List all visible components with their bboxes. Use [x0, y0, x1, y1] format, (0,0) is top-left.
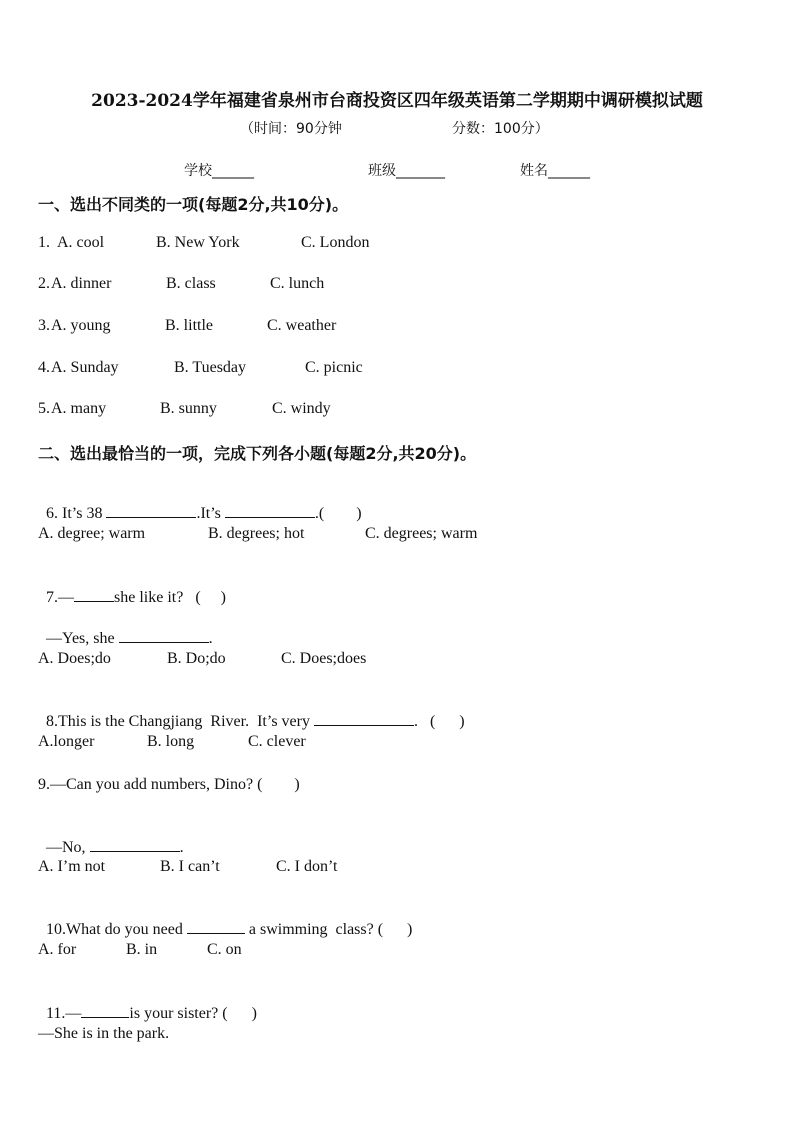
option-c: C. on — [207, 941, 242, 958]
question-number: 4. — [38, 359, 50, 376]
option-c: C. weather — [267, 317, 337, 334]
answer-blank[interactable] — [81, 1003, 129, 1018]
question-8-stem — [38, 691, 465, 732]
question-7-reply — [38, 608, 213, 649]
answer-blank[interactable] — [225, 503, 315, 518]
question-11-reply: —She is in the park. — [38, 1025, 170, 1042]
question-number: 2. — [38, 275, 50, 292]
stem-text: 8.This is the Changjiang River. It’s very — [46, 713, 314, 730]
reply-text: —Yes, she — [46, 630, 119, 647]
stem-text: 11.— — [46, 1005, 82, 1022]
question-9-stem: 9.—Can you add numbers, Dino? ( ) — [38, 776, 300, 793]
stem-text: .( ) — [314, 505, 362, 522]
option-c: C. Does;does — [281, 650, 367, 667]
answer-blank[interactable] — [106, 503, 196, 518]
option-b: B. class — [166, 275, 216, 292]
section-2-heading: 二、选出最恰当的一项，完成下列各小题(每题2分,共20分)。 — [38, 444, 477, 463]
stem-text: 7.— — [46, 589, 74, 606]
question-10-stem — [38, 899, 412, 940]
option-b: B. Do;do — [167, 650, 226, 667]
option-c: C. windy — [272, 400, 331, 417]
question-number: 5. — [38, 400, 50, 417]
option-b: B. New York — [156, 234, 240, 251]
question-number: 1. — [38, 234, 54, 251]
option-a: A. young — [51, 317, 111, 334]
option-c: C. picnic — [305, 359, 363, 376]
option-c: C. degrees; warm — [365, 525, 478, 542]
option-b: B. Tuesday — [174, 359, 247, 376]
name-field: 姓名______ — [520, 163, 590, 179]
section-1-heading: 一、选出不同类的一项(每题2分,共10分)。 — [38, 195, 349, 214]
page-title: 2023-2024学年福建省泉州市台商投资区四年级英语第二学期期中调研模拟试题 — [91, 91, 703, 111]
stem-text: 10.What do you need — [46, 921, 187, 938]
answer-blank[interactable] — [90, 837, 180, 852]
question-9-reply — [38, 817, 184, 858]
class-field: 班级_______ — [368, 163, 445, 179]
stem-text: . ( ) — [413, 713, 465, 730]
stem-text: a swimming class? ( ) — [244, 921, 413, 938]
exam-time: （时间：90分钟 — [240, 121, 342, 137]
question-number: 3. — [38, 317, 50, 334]
option-a: A. degree; warm — [38, 525, 146, 542]
answer-blank[interactable] — [314, 711, 414, 726]
option-c: C. I don’t — [276, 858, 338, 875]
question-6-stem — [38, 483, 362, 524]
option-a: A. for — [38, 941, 77, 958]
option-a: A. Does;do — [38, 650, 111, 667]
option-c: C. lunch — [270, 275, 325, 292]
reply-text: . — [179, 839, 184, 856]
option-a: A. dinner — [51, 275, 112, 292]
stem-text: she like it? ( ) — [114, 589, 226, 606]
option-a: A. many — [51, 400, 107, 417]
option-c: C. London — [301, 234, 370, 251]
stem-text: 6. It’s 38 — [46, 505, 107, 522]
question-7-stem — [38, 567, 226, 608]
exam-score: 分数：100分） — [452, 121, 549, 137]
school-field: 学校______ — [184, 163, 254, 179]
option-b: B. little — [165, 317, 213, 334]
option-b: B. sunny — [160, 400, 217, 417]
stem-text: .It’s — [196, 505, 225, 522]
answer-blank[interactable] — [74, 587, 114, 602]
reply-text: —No, — [46, 839, 90, 856]
option-a: A. Sunday — [51, 359, 119, 376]
answer-blank[interactable] — [187, 919, 245, 934]
option-b: B. in — [126, 941, 158, 958]
option-a: A. cool — [57, 234, 105, 251]
option-b: B. I can’t — [160, 858, 220, 875]
option-b: B. degrees; hot — [208, 525, 305, 542]
option-a: A. I’m not — [38, 858, 106, 875]
option-a: A.longer — [38, 733, 95, 750]
option-c: C. clever — [248, 733, 306, 750]
reply-text: . — [208, 630, 213, 647]
answer-blank[interactable] — [119, 628, 209, 643]
question-11-stem — [38, 983, 257, 1024]
stem-text: is your sister? ( ) — [129, 1005, 257, 1022]
option-b: B. long — [147, 733, 195, 750]
